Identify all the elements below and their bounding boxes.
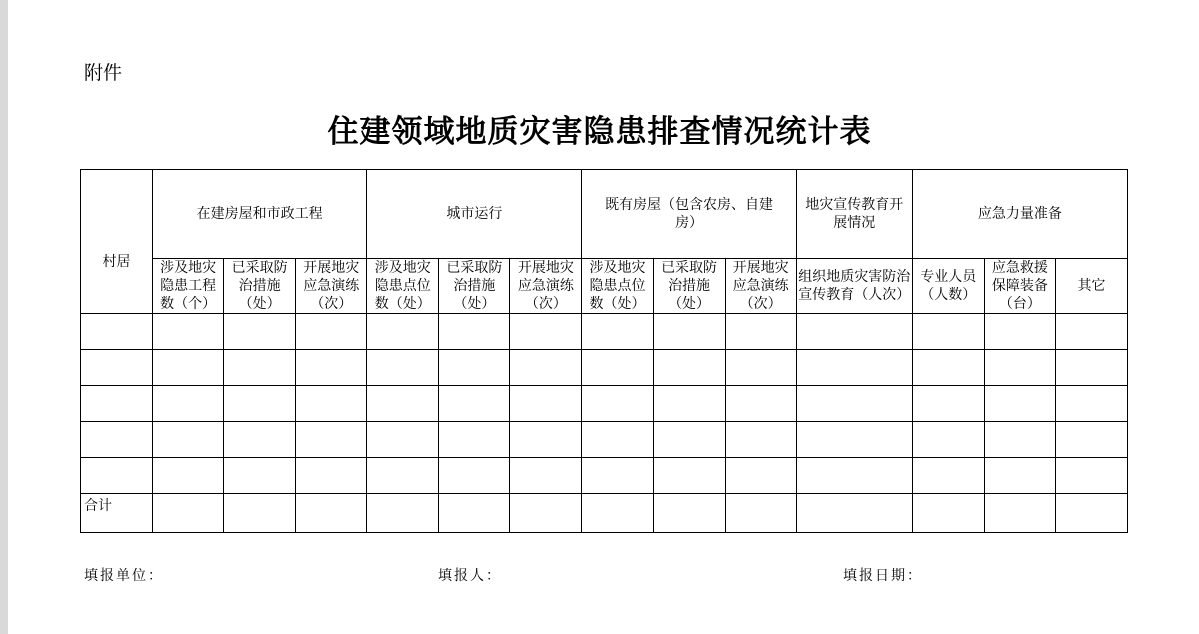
table-cell[interactable]: [296, 350, 367, 386]
col-header: 涉及地灾隐患点位数（处）: [367, 259, 439, 314]
statistics-table: [80, 169, 1128, 533]
table-cell[interactable]: [1055, 314, 1127, 350]
table-cell[interactable]: [725, 386, 796, 422]
left-margin-bar: [0, 0, 8, 634]
table-row: [81, 386, 1128, 422]
table-cell[interactable]: [153, 314, 224, 350]
table-cell[interactable]: [510, 422, 582, 458]
table-cell[interactable]: [582, 350, 653, 386]
table-cell[interactable]: [796, 458, 912, 494]
table-row: [81, 458, 1128, 494]
table-cell[interactable]: [367, 494, 439, 533]
table-cell[interactable]: [912, 494, 984, 533]
header-row-groups: [81, 170, 1128, 259]
table-cell[interactable]: [1055, 422, 1127, 458]
header-group-education: 地灾宣传教育开展情况: [796, 170, 912, 259]
col-header: 开展地灾应急演练（次）: [510, 259, 582, 314]
table-cell[interactable]: [796, 422, 912, 458]
col-header: 应急救援保障装备（台）: [984, 259, 1055, 314]
table-cell[interactable]: [984, 494, 1055, 533]
col-header: 专业人员（人数）: [912, 259, 984, 314]
table-cell[interactable]: [81, 422, 153, 458]
table-row: [81, 350, 1128, 386]
table-cell[interactable]: [224, 422, 296, 458]
col-header: 开展地灾应急演练（次）: [296, 259, 367, 314]
table-cell[interactable]: [725, 494, 796, 533]
table-cell[interactable]: [296, 458, 367, 494]
table-cell[interactable]: [439, 458, 510, 494]
table-cell[interactable]: [224, 350, 296, 386]
table-cell[interactable]: [296, 422, 367, 458]
table-cell[interactable]: [796, 386, 912, 422]
table-cell[interactable]: [582, 314, 653, 350]
table-cell[interactable]: [912, 314, 984, 350]
col-header: 组织地质灾害防治宣传教育（人次）: [796, 259, 912, 314]
table-cell[interactable]: [81, 350, 153, 386]
footer-unit-label: 填报单位：: [84, 568, 164, 584]
table-cell[interactable]: [912, 386, 984, 422]
table-cell[interactable]: [153, 350, 224, 386]
table-cell[interactable]: [1055, 386, 1127, 422]
table-cell[interactable]: [725, 422, 796, 458]
table-cell[interactable]: [653, 350, 725, 386]
table-cell[interactable]: [367, 458, 439, 494]
table-cell[interactable]: [510, 314, 582, 350]
table-cell[interactable]: [653, 422, 725, 458]
table-cell[interactable]: [296, 386, 367, 422]
header-row-columns: [81, 259, 1128, 314]
table-cell[interactable]: [224, 458, 296, 494]
table-cell[interactable]: [510, 494, 582, 533]
table-cell[interactable]: [1055, 494, 1127, 533]
table-cell[interactable]: [510, 350, 582, 386]
table-cell[interactable]: [224, 314, 296, 350]
col-header: 已采取防治措施（处）: [653, 259, 725, 314]
table-cell[interactable]: [984, 386, 1055, 422]
table-cell[interactable]: [367, 386, 439, 422]
table-cell[interactable]: [1055, 458, 1127, 494]
table-cell[interactable]: [984, 350, 1055, 386]
attachment-label: 附件: [84, 62, 123, 84]
table-cell[interactable]: [153, 386, 224, 422]
table-cell[interactable]: [796, 350, 912, 386]
table-cell[interactable]: [725, 458, 796, 494]
header-group-existing-housing: 既有房屋（包含农房、自建房）: [582, 170, 796, 259]
table-cell[interactable]: [912, 422, 984, 458]
header-group-construction: 在建房屋和市政工程: [153, 170, 367, 259]
table-cell[interactable]: [439, 494, 510, 533]
table-cell[interactable]: [510, 386, 582, 422]
table-cell[interactable]: [912, 458, 984, 494]
table-cell[interactable]: [653, 314, 725, 350]
table-cell[interactable]: [984, 458, 1055, 494]
table-cell[interactable]: [725, 314, 796, 350]
table-cell[interactable]: [796, 314, 912, 350]
table-cell[interactable]: [439, 350, 510, 386]
footer-date-label: 填报日期：: [843, 568, 923, 584]
table-cell[interactable]: [510, 458, 582, 494]
table-cell[interactable]: [653, 386, 725, 422]
table-cell[interactable]: [725, 350, 796, 386]
table-cell[interactable]: [81, 314, 153, 350]
table-row: [81, 314, 1128, 350]
table-cell[interactable]: [582, 458, 653, 494]
col-header: 涉及地灾隐患点位数（处）: [582, 259, 653, 314]
table-cell[interactable]: [582, 422, 653, 458]
col-header: 已采取防治措施（处）: [439, 259, 510, 314]
col-header: 开展地灾应急演练（次）: [725, 259, 796, 314]
table-cell[interactable]: [296, 314, 367, 350]
header-group-city-operation: 城市运行: [367, 170, 582, 259]
header-village: 村居: [81, 170, 153, 314]
table-cell[interactable]: [984, 314, 1055, 350]
col-header: 已采取防治措施（处）: [224, 259, 296, 314]
col-header: 其它: [1055, 259, 1127, 314]
table-cell[interactable]: [296, 494, 367, 533]
table-cell[interactable]: [81, 386, 153, 422]
table-cell[interactable]: [367, 422, 439, 458]
table-cell[interactable]: [224, 386, 296, 422]
table-cell[interactable]: [984, 422, 1055, 458]
table-cell[interactable]: [224, 494, 296, 533]
table-cell[interactable]: [153, 458, 224, 494]
table-cell[interactable]: [439, 386, 510, 422]
footer-person-label: 填报人：: [438, 568, 502, 584]
table-cell[interactable]: [653, 494, 725, 533]
table-cell[interactable]: [439, 422, 510, 458]
table-cell[interactable]: [912, 350, 984, 386]
table-cell[interactable]: [582, 494, 653, 533]
header-group-emergency: 应急力量准备: [912, 170, 1127, 259]
col-header: 涉及地灾隐患工程数（个）: [153, 259, 224, 314]
table-cell[interactable]: [367, 314, 439, 350]
table-cell[interactable]: [653, 458, 725, 494]
table-cell[interactable]: [81, 458, 153, 494]
total-row: [81, 494, 1128, 533]
table-cell[interactable]: [582, 386, 653, 422]
table-cell[interactable]: [153, 422, 224, 458]
table-cell[interactable]: [367, 350, 439, 386]
table-cell[interactable]: [796, 494, 912, 533]
total-label: 合计: [81, 494, 153, 533]
table-cell[interactable]: [1055, 350, 1127, 386]
table-cell[interactable]: [153, 494, 224, 533]
page-title: 住建领域地质灾害隐患排查情况统计表: [327, 114, 872, 150]
table-cell[interactable]: [439, 314, 510, 350]
table-row: [81, 422, 1128, 458]
